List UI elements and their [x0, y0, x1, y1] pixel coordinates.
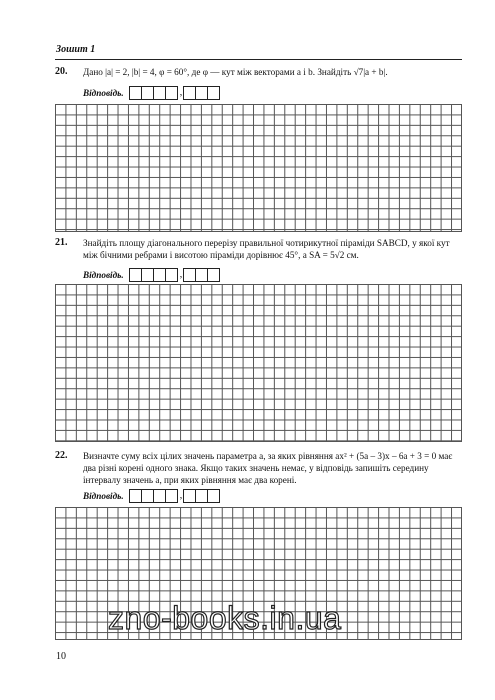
- answer-integer-cells: [130, 86, 179, 100]
- answer-cell[interactable]: [183, 489, 196, 503]
- answer-cell[interactable]: [129, 86, 142, 100]
- answer-row: [83, 489, 220, 503]
- decimal-comma: ,: [179, 87, 183, 98]
- answer-cell[interactable]: [141, 268, 154, 282]
- task-text: Визначте суму всіх цілих значень параметра a, за яких рівняння ax² + (5a – 3)x – 6a + 3 = 0 має два різні корені одного знака. Якщо таких значень немає, у відповідь запишіть середину інтервалу значень a, при яких рівняння має два корені.: [83, 451, 453, 485]
- answer-cell[interactable]: [183, 268, 196, 282]
- answer-cell[interactable]: [165, 268, 178, 282]
- task-number: 20.: [55, 66, 68, 77]
- answer-cell[interactable]: [129, 268, 142, 282]
- notebook-header: Зошит 1: [56, 44, 96, 55]
- answer-cell[interactable]: [153, 268, 166, 282]
- task-number: 22.: [55, 450, 68, 461]
- answer-cell[interactable]: [207, 86, 220, 100]
- watermark: zno-books.in.ua: [108, 600, 342, 636]
- page-number: 10: [56, 651, 66, 662]
- answer-label: Відповідь.: [83, 270, 124, 280]
- task-text: Знайдіть площу діагонального перерізу правильної чотирикутної піраміди SABCD, у якої кут між бічними ребрами і висотою піраміди дорівнює 45°, а SA = 5√2 см.: [83, 238, 450, 260]
- answer-cell[interactable]: [183, 86, 196, 100]
- task-21: [55, 237, 462, 444]
- scratch-grid[interactable]: [55, 284, 462, 442]
- answer-cell[interactable]: [195, 489, 208, 503]
- answer-decimal-cells: [183, 86, 220, 100]
- answer-cell[interactable]: [195, 86, 208, 100]
- answer-cell[interactable]: [153, 489, 166, 503]
- answer-cell[interactable]: [195, 268, 208, 282]
- answer-label: Відповідь.: [83, 88, 124, 98]
- answer-cell[interactable]: [141, 86, 154, 100]
- decimal-comma: ,: [179, 490, 183, 501]
- answer-integer-cells: [130, 489, 179, 503]
- task-text: Дано |a| = 2, |b| = 4, φ = 60°, де φ — кут між векторами a і b. Знайдіть √7|a + b|.: [83, 67, 388, 77]
- answer-cell[interactable]: [141, 489, 154, 503]
- header-rule: [55, 59, 462, 60]
- task-number: 21.: [55, 237, 68, 248]
- answer-cell[interactable]: [129, 489, 142, 503]
- answer-cell[interactable]: [153, 86, 166, 100]
- answer-integer-cells: [130, 268, 179, 282]
- answer-label: Відповідь.: [83, 491, 124, 501]
- answer-cell[interactable]: [165, 489, 178, 503]
- answer-row: [83, 268, 220, 282]
- decimal-comma: ,: [179, 269, 183, 280]
- answer-decimal-cells: [183, 268, 220, 282]
- answer-cell[interactable]: [207, 489, 220, 503]
- answer-decimal-cells: [183, 489, 220, 503]
- scratch-grid[interactable]: [55, 104, 462, 232]
- answer-cell[interactable]: [165, 86, 178, 100]
- answer-row: [83, 86, 220, 100]
- task-20: [55, 66, 462, 234]
- answer-cell[interactable]: [207, 268, 220, 282]
